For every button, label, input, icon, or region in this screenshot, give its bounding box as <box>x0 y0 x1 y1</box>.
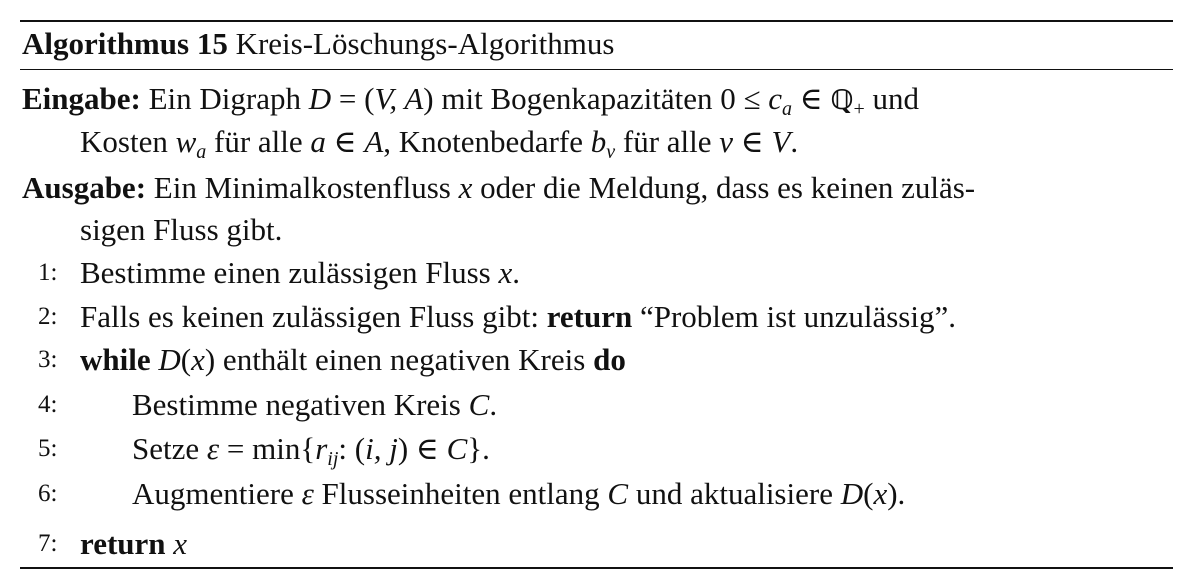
math: A <box>364 124 384 159</box>
algorithm-title: Kreis-Löschungs-Algorithmus <box>235 26 615 61</box>
text: ∈ <box>792 81 831 116</box>
math: x <box>498 255 513 290</box>
math: C <box>468 387 490 422</box>
math: i, j <box>365 431 398 466</box>
line-number: 1: <box>38 259 58 286</box>
step-5 <box>132 431 490 470</box>
text: ( <box>863 476 874 511</box>
step-2 <box>80 299 956 335</box>
math: x <box>458 170 473 205</box>
text: und aktualisiere <box>628 476 841 511</box>
math: V <box>771 124 791 159</box>
math: D <box>308 81 332 116</box>
math: D <box>840 476 864 511</box>
keyword: while <box>80 342 151 377</box>
text: ) enthält einen negativen Kreis <box>204 342 594 377</box>
line-number: 5: <box>38 435 58 462</box>
math: x <box>173 526 188 561</box>
keyword: do <box>593 342 626 377</box>
math: C <box>446 431 468 466</box>
math: x <box>873 476 888 511</box>
text: = ( <box>331 81 375 116</box>
math: ε <box>206 431 220 466</box>
caption-rule <box>20 69 1173 70</box>
math: C <box>607 476 629 511</box>
math: D <box>158 342 181 377</box>
text: Falls es keinen zulässigen Fluss gibt: <box>80 299 547 334</box>
math: V, A <box>374 81 424 116</box>
subscript: v <box>606 141 616 163</box>
input-line-2 <box>80 124 799 163</box>
text: . <box>790 124 799 159</box>
line-number: 3: <box>38 346 58 373</box>
text: für alle <box>615 124 720 159</box>
math: b <box>590 124 607 159</box>
subscript: + <box>853 98 865 120</box>
rationals-symbol: ℚ <box>830 85 854 116</box>
algorithm-caption <box>22 26 614 62</box>
text: und <box>864 81 919 116</box>
math: r <box>315 431 328 466</box>
text: , Knotenbedarfe <box>383 124 591 159</box>
input-label: Eingabe: <box>22 81 141 116</box>
subscript: a <box>196 141 207 163</box>
math: w <box>175 124 197 159</box>
step-3 <box>80 342 626 378</box>
text: Bestimme einen zulässigen Fluss <box>80 255 499 290</box>
text: ) ∈ <box>397 431 447 466</box>
text: “Problem ist unzulässig”. <box>632 299 956 334</box>
text: oder die Meldung, dass es keinen zuläs- <box>472 170 976 205</box>
step-4 <box>132 387 497 423</box>
output-label: Ausgabe: <box>22 170 147 205</box>
text: Bestimme negativen Kreis <box>132 387 469 422</box>
subscript: ij <box>327 448 339 470</box>
text: Ein Digraph <box>148 81 309 116</box>
text: ∈ <box>733 124 772 159</box>
keyword: return <box>546 299 633 334</box>
text: Ein Minimalkostenfluss <box>153 170 459 205</box>
bottom-rule <box>20 567 1173 569</box>
text: . <box>489 387 498 422</box>
subscript: a <box>782 98 793 120</box>
algorithm-label: Algorithmus 15 <box>22 26 228 61</box>
step-7 <box>80 526 187 562</box>
text: Flusseinheiten entlang <box>313 476 608 511</box>
math: c <box>768 81 783 116</box>
line-number: 4: <box>38 391 58 418</box>
math: ε <box>301 476 314 511</box>
input-line-1 <box>22 81 919 119</box>
output-line-1 <box>22 170 975 206</box>
math: x <box>191 342 205 377</box>
text: }. <box>467 431 490 466</box>
text: Augmentiere <box>132 476 302 511</box>
math: a <box>310 124 326 159</box>
text: Setze <box>132 431 207 466</box>
line-number: 2: <box>38 303 58 330</box>
text: : ( <box>338 431 366 466</box>
math: v <box>719 124 734 159</box>
text: ∈ <box>325 124 365 159</box>
text: für alle <box>206 124 311 159</box>
text: ) mit Bogenkapazitäten 0 ≤ <box>423 81 769 116</box>
text: ). <box>887 476 906 511</box>
keyword: return <box>80 526 166 561</box>
text: = min{ <box>219 431 316 466</box>
text: ( <box>180 342 192 377</box>
step-1 <box>80 255 520 291</box>
line-number: 7: <box>38 530 58 557</box>
top-rule <box>20 20 1173 22</box>
step-6 <box>132 476 905 512</box>
output-line-2: sigen Fluss gibt. <box>80 212 283 247</box>
line-number: 6: <box>38 480 58 507</box>
text: . <box>512 255 520 290</box>
text: Kosten <box>80 124 176 159</box>
